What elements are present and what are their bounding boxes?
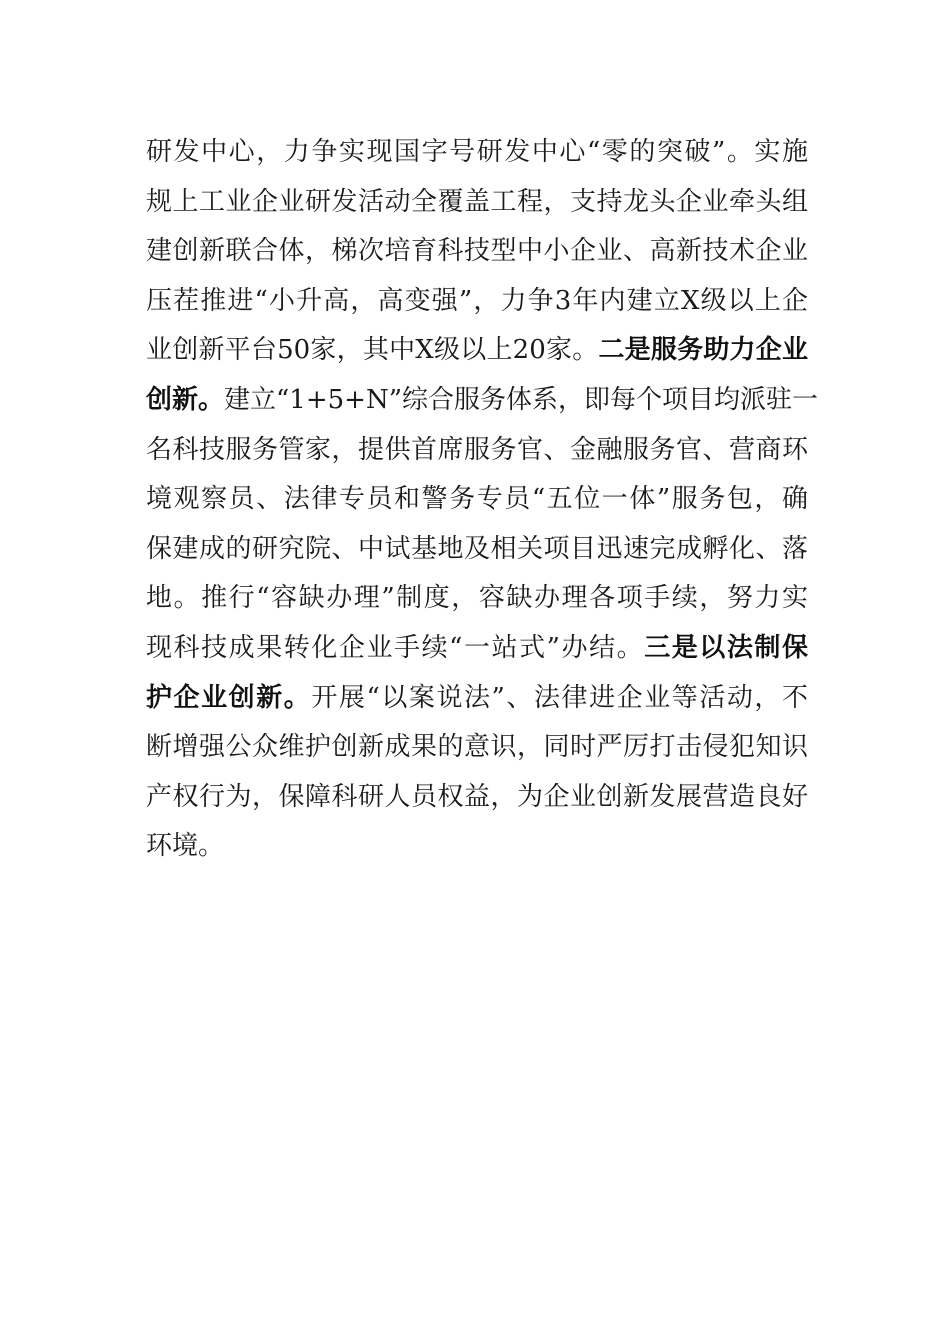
body-text: 现科技成果转化企业手续“一站式”办结。	[146, 632, 645, 663]
text-line	[146, 624, 808, 674]
text-line	[146, 277, 808, 327]
text-line	[146, 674, 808, 724]
text-line	[146, 723, 808, 773]
text-line	[146, 227, 808, 277]
body-text: 名科技服务管家，提供首席服务官、金融服务官、营商环	[146, 434, 808, 465]
bold-heading-text: 二是服务助力企业	[598, 335, 808, 366]
body-text: 业创新平台50家，其中X级以上20家。	[146, 335, 599, 366]
bold-heading-text: 护企业创新。	[146, 682, 312, 713]
text-line	[146, 128, 808, 178]
text-line	[146, 426, 808, 476]
body-text: 境观察员、法律专员和警务专员“五位一体”服务包，确	[146, 484, 808, 515]
text-line	[146, 574, 808, 624]
bold-heading-text: 三是以法制保	[644, 632, 808, 663]
body-text: 保建成的研究院、中试基地及相关项目迅速完成孵化、落	[146, 533, 808, 564]
text-line	[146, 376, 819, 426]
bold-heading-text: 创新。	[146, 384, 225, 415]
body-text: 环境。	[146, 831, 225, 862]
body-paragraph	[146, 128, 819, 872]
body-text: 规上工业企业研发活动全覆盖工程，支持龙头企业牵头组	[146, 186, 808, 217]
text-line	[146, 822, 808, 872]
body-text: 开展“以案说法”、法律进企业等活动，不	[311, 682, 808, 713]
body-text: 产权行为，保障科研人员权益，为企业创新发展营造良好	[146, 781, 808, 812]
text-line	[146, 178, 808, 228]
text-line	[146, 326, 808, 376]
body-text: 断增强公众维护创新成果的意识，同时严厉打击侵犯知识	[146, 732, 808, 763]
text-line	[146, 525, 808, 575]
body-text: 地。推行“容缺办理”制度，容缺办理各项手续，努力实	[146, 583, 808, 614]
body-text: 压茬推进“小升高，高变强”，力争3年内建立X级以上企	[146, 285, 808, 316]
body-text: 建立“1+5+N”综合服务体系，即每个项目均派驻一	[224, 384, 819, 415]
body-text: 研发中心，力争实现国字号研发中心“零的突破”。实施	[146, 137, 808, 167]
text-line	[146, 475, 808, 525]
body-text: 建创新联合体，梯次培育科技型中小企业、高新技术企业	[146, 236, 808, 267]
text-line	[146, 773, 808, 823]
